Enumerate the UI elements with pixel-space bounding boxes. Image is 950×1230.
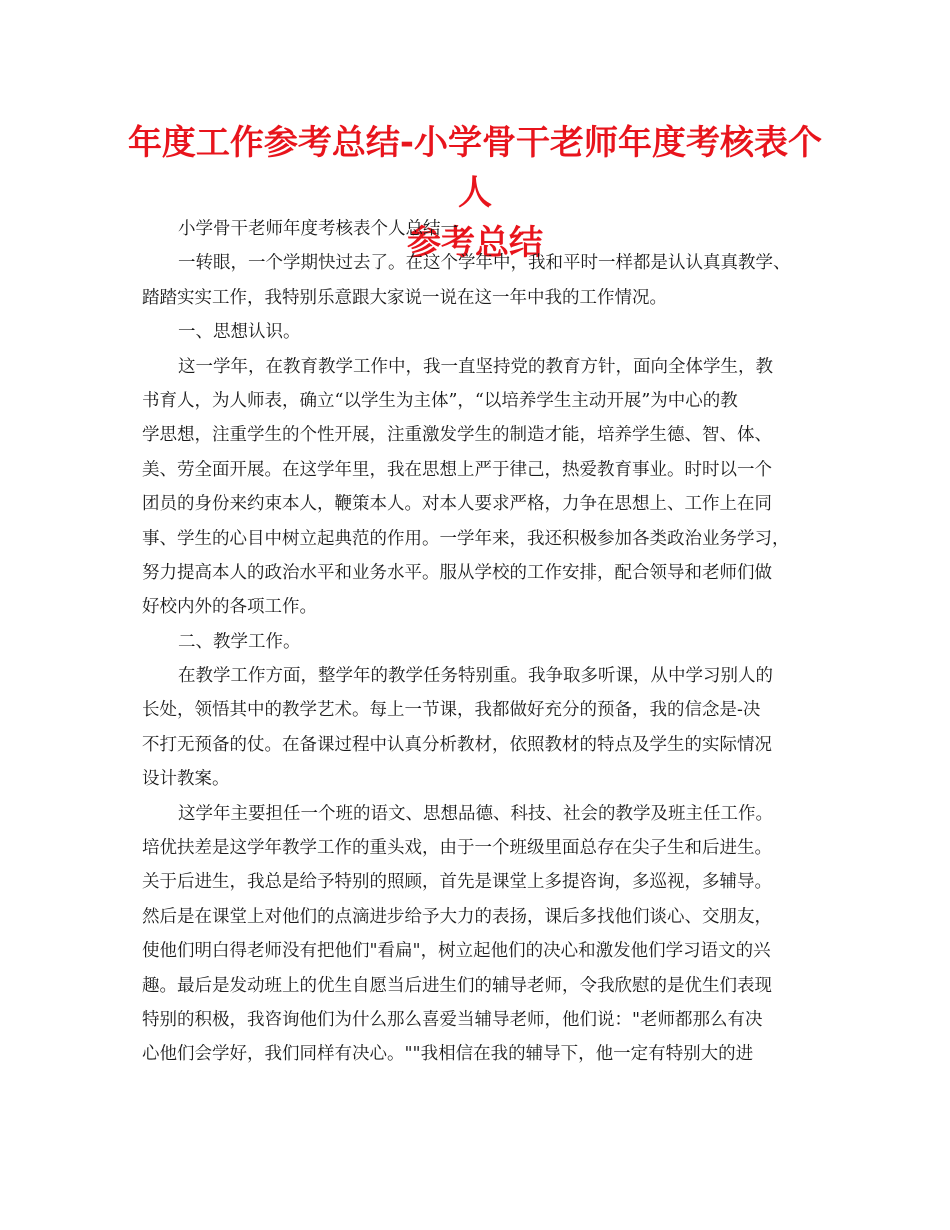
paragraph-line: 这一学年，在教育教学工作中，我一直坚持党的教育方针，面向全体学生，教 — [178, 356, 773, 377]
paragraph-line: 使他们明白得老师没有把他们"看扁"，树立起他们的决心和激发他们学习语文的兴 — [142, 941, 771, 962]
paragraph-line: 心他们会学好，我们同样有决心。""我相信在我的辅导下，他一定有特别大的进 — [142, 1044, 754, 1065]
paragraph-line: 然后是在课堂上对他们的点滴进步给予大力的表扬，课后多找他们谈心、交朋友， — [142, 906, 772, 927]
paragraph-line: 关于后进生，我总是给予特别的照顾，首先是课堂上多提咨询，多巡视，多辅导。 — [142, 872, 772, 893]
section-heading: 二、教学工作。 — [178, 631, 301, 652]
paragraph-line: 书育人，为人师表，确立“以学生为主体”，“以培养学生主动开展”为中心的教 — [142, 390, 738, 411]
paragraph-line: 好校内外的各项工作。 — [142, 597, 317, 618]
paragraph-line: 长处，领悟其中的教学艺术。每上一节课，我都做好充分的预备，我的信念是-决 — [142, 700, 761, 721]
paragraph-line: 努力提高本人的政治水平和业务水平。服从学校的工作安排，配合领导和老师们做 — [142, 562, 772, 583]
paragraph-line: 不打无预备的仗。在备课过程中认真分析教材，依照教材的特点及学生的实际情况 — [142, 734, 772, 755]
paragraph-line: 特别的积极，我咨询他们为什么那么喜爱当辅导老师，他们说："老师都那么有决 — [142, 1009, 763, 1030]
paragraph-line: 设计教案。 — [142, 769, 230, 790]
paragraph-line: 美、劳全面开展。在这学年里，我在思想上严于律己，热爱教育事业。时时以一个 — [142, 459, 772, 480]
title-line-1: 年度工作参考总结-小学骨干老师年度考核表个人 — [127, 123, 823, 213]
paragraph-line: 团员的身份来约束本人，鞭策本人。对本人要求严格，力争在思想上、工作上在同 — [142, 494, 772, 515]
paragraph-line: 一转眼，一个学期快过去了。在这个学年中，我和平时一样都是认认真真教学、 — [178, 253, 791, 274]
paragraph-line: 这学年主要担任一个班的语文、思想品德、科技、社会的教学及班主任工作。 — [178, 803, 773, 824]
paragraph-line: 在教学工作方面，整学年的教学任务特别重。我争取多听课，从中学习别人的 — [178, 666, 773, 687]
paragraph-line: 学思想，注重学生的个性开展，注重激发学生的制造才能，培养学生德、智、体、 — [142, 425, 772, 446]
paragraph-line: 踏踏实实工作，我特别乐意跟大家说一说在这一年中我的工作情况。 — [142, 287, 667, 308]
section-heading: 一、思想认识。 — [178, 322, 301, 343]
section-heading: 小学骨干老师年度考核表个人总结一 — [178, 219, 458, 239]
paragraph-line: 趣。最后是发动班上的优生自愿当后进生们的辅导老师，令我欣慰的是优生们表现 — [142, 975, 772, 996]
paragraph-line: 事、学生的心目中树立起典范的作用。一学年来，我还积极参加各类政治业务学习， — [142, 528, 790, 549]
document-body — [142, 212, 812, 1072]
paragraph-line: 培优扶差是这学年教学工作的重头戏，由于一个班级里面总存在尖子生和后进生。 — [142, 838, 772, 859]
title-line-2: 参考总结 — [407, 223, 543, 263]
